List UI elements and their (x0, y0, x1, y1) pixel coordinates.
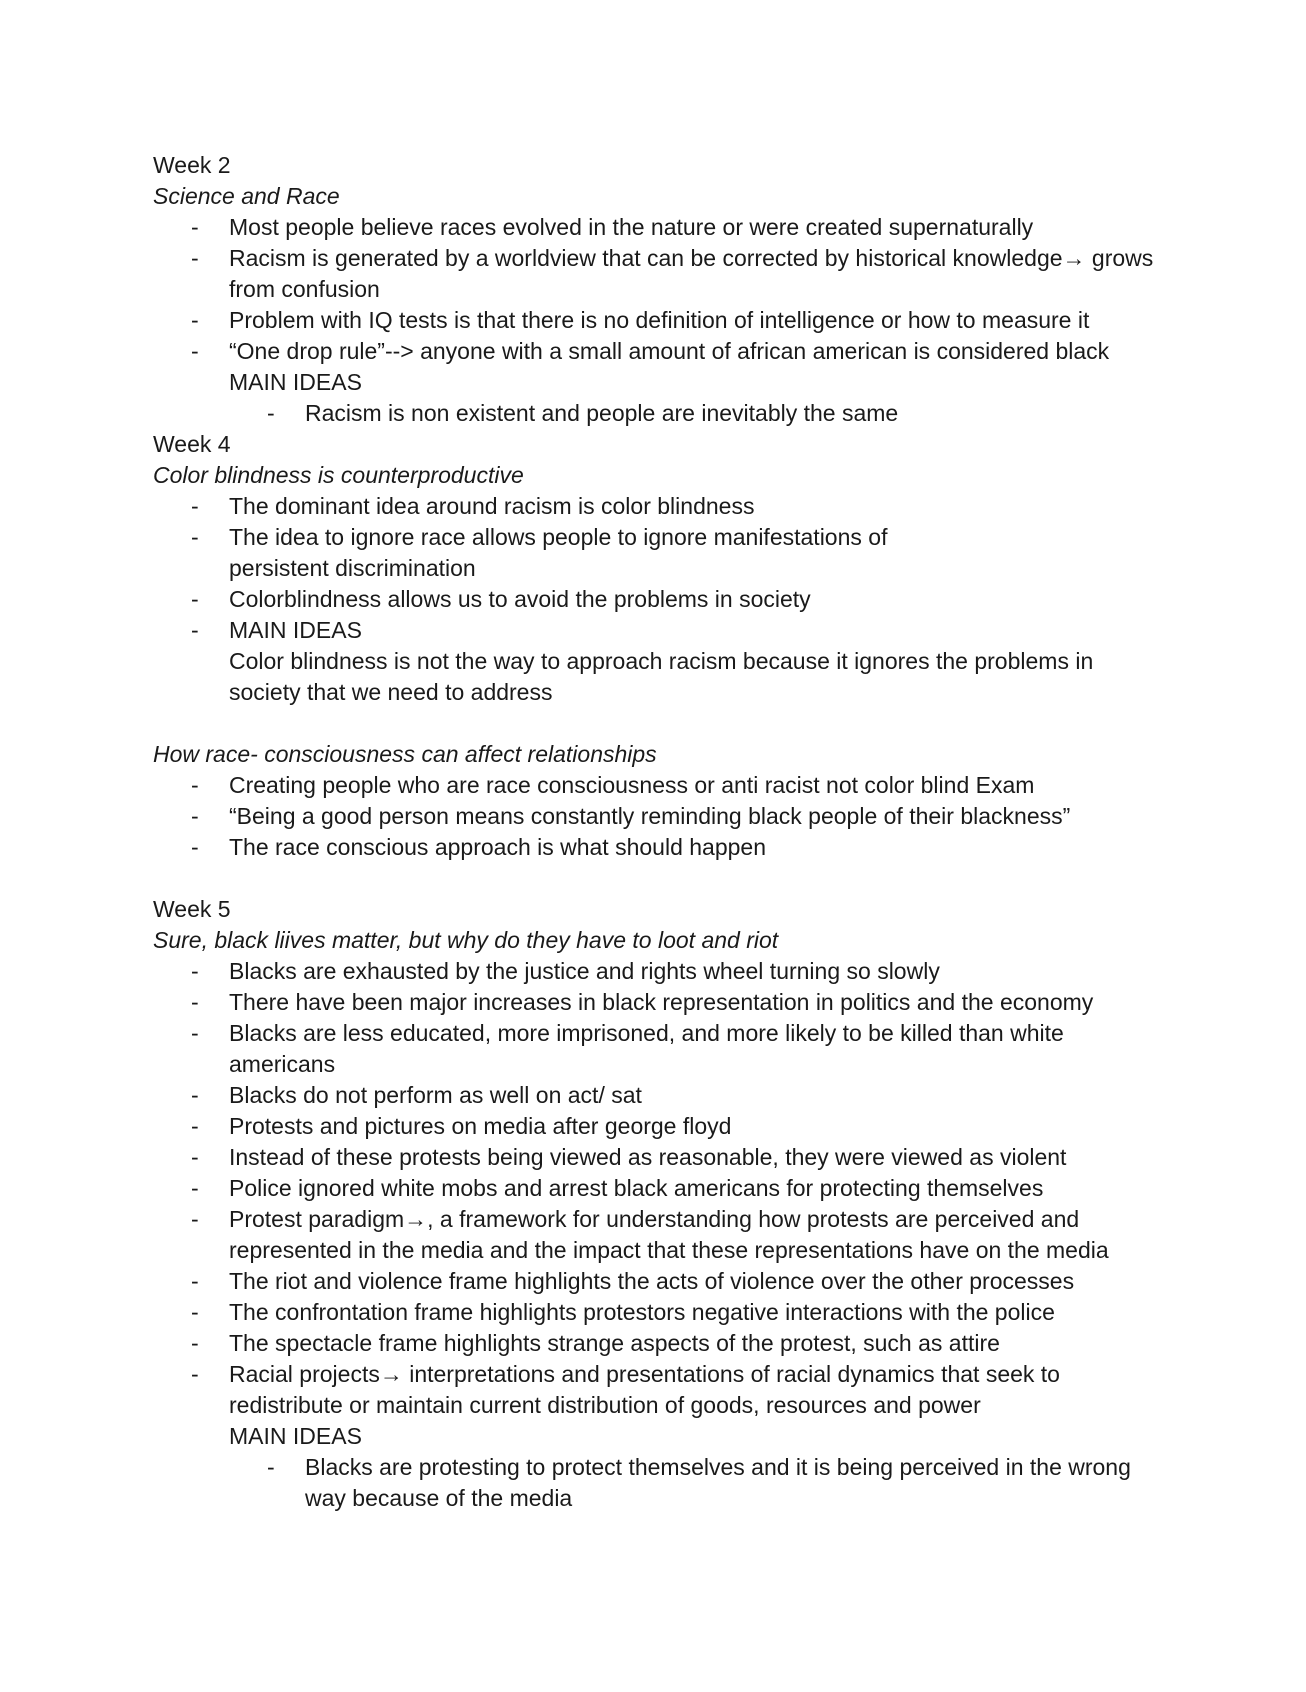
list-item: - Police ignored white mobs and arrest black americans for protecting themselves (153, 1173, 1163, 1204)
bullet-dash: - (191, 1020, 199, 1046)
week2-heading: Week 2 (153, 152, 231, 178)
bullet-dash: - (191, 1206, 199, 1232)
list-item: - Racism is non existent and people are inevitably the same (153, 398, 1163, 429)
bullet-dash: - (191, 834, 199, 860)
list-item: - “Being a good person means constantly reminding black people of their blackness” (153, 801, 1163, 832)
list-item: - The dominant idea around racism is color blindness (153, 491, 1163, 522)
list-item: - Colorblindness allows us to avoid the problems in society (153, 584, 1163, 615)
bullet-dash: - (191, 586, 199, 612)
bullet-dash: - (191, 1330, 199, 1356)
list-item: - The confrontation frame highlights protestors negative interactions with the police (153, 1297, 1163, 1328)
bullet-dash: - (191, 617, 199, 643)
bullet-dash: - (191, 1268, 199, 1294)
list-item: - The spectacle frame highlights strange aspects of the protest, such as attire (153, 1328, 1163, 1359)
list-item: - “One drop rule”--> anyone with a small amount of african american is considered black (153, 336, 1163, 367)
bullet-dash: - (191, 245, 199, 271)
list-item: - Protest paradigm→, a framework for understanding how protests are perceived and represented in the media and the impact that these representations have on the media (191, 1206, 1109, 1263)
bullet-dash: - (191, 1144, 199, 1170)
list-item: - Protests and pictures on media after george floyd (153, 1111, 1163, 1142)
spacer (153, 863, 1163, 894)
list-item: - Racism is generated by a worldview that can be corrected by historical knowledge→ grows from confusion (191, 245, 1154, 302)
bullet-dash: - (191, 1361, 199, 1387)
week2-subtitle: Science and Race (153, 183, 340, 209)
bullet-dash: - (191, 1113, 199, 1139)
list-item: - Blacks are protesting to protect themselves and it is being perceived in the wrong way because of the media (267, 1454, 1131, 1511)
list-item: - Instead of these protests being viewed as reasonable, they were viewed as violent (153, 1142, 1163, 1173)
main-ideas-text: Color blindness is not the way to approach racism because it ignores the problems in society that we need to address (229, 648, 1100, 705)
list-item: - Most people believe races evolved in the nature or were created supernaturally (153, 212, 1163, 243)
bullet-dash: - (191, 989, 199, 1015)
bullet-dash: - (191, 307, 199, 333)
list-item: - There have been major increases in black representation in politics and the economy (153, 987, 1163, 1018)
bullet-dash: - (267, 400, 275, 426)
bullet-dash: - (191, 772, 199, 798)
list-item: - Blacks are less educated, more imprisoned, and more likely to be killed than white americans (191, 1020, 1064, 1077)
bullet-dash: - (191, 1175, 199, 1201)
list-item: - Problem with IQ tests is that there is no definition of intelligence or how to measure it (153, 305, 1163, 336)
bullet-dash: - (267, 1454, 275, 1480)
main-ideas-label: MAIN IDEAS (229, 369, 362, 395)
list-item: - MAIN IDEAS (153, 615, 1163, 646)
list-item: - The idea to ignore race allows people to ignore manifestations of persistent discrimination (191, 524, 888, 581)
main-ideas-label: MAIN IDEAS (229, 1423, 362, 1449)
week4-subtitle: Color blindness is counterproductive (153, 462, 524, 488)
bullet-dash: - (191, 958, 199, 984)
bullet-dash: - (191, 524, 199, 550)
bullet-dash: - (191, 1299, 199, 1325)
list-item: - Blacks do not perform as well on act/ sat (153, 1080, 1163, 1111)
bullet-dash: - (191, 338, 199, 364)
list-item: - The riot and violence frame highlights the acts of violence over the other processes (153, 1266, 1163, 1297)
bullet-dash: - (191, 493, 199, 519)
notes-page (153, 150, 1163, 1514)
week4-heading: Week 4 (153, 431, 231, 457)
week5-subtitle: Sure, black liives matter, but why do they have to loot and riot (153, 927, 779, 953)
list-item: - Blacks are exhausted by the justice and rights wheel turning so slowly (153, 956, 1163, 987)
week5-heading: Week 5 (153, 896, 231, 922)
bullet-dash: - (191, 214, 199, 240)
list-item: - Racial projects→ interpretations and presentations of racial dynamics that seek to redistribute or maintain current distribution of goods, resources and power (191, 1361, 1060, 1418)
bullet-dash: - (191, 1082, 199, 1108)
spacer (153, 708, 1163, 739)
race-consciousness-subtitle: How race- consciousness can affect relationships (153, 741, 657, 767)
list-item: - Creating people who are race consciousness or anti racist not color blind Exam (153, 770, 1163, 801)
list-item: - The race conscious approach is what should happen (153, 832, 1163, 863)
bullet-dash: - (191, 803, 199, 829)
